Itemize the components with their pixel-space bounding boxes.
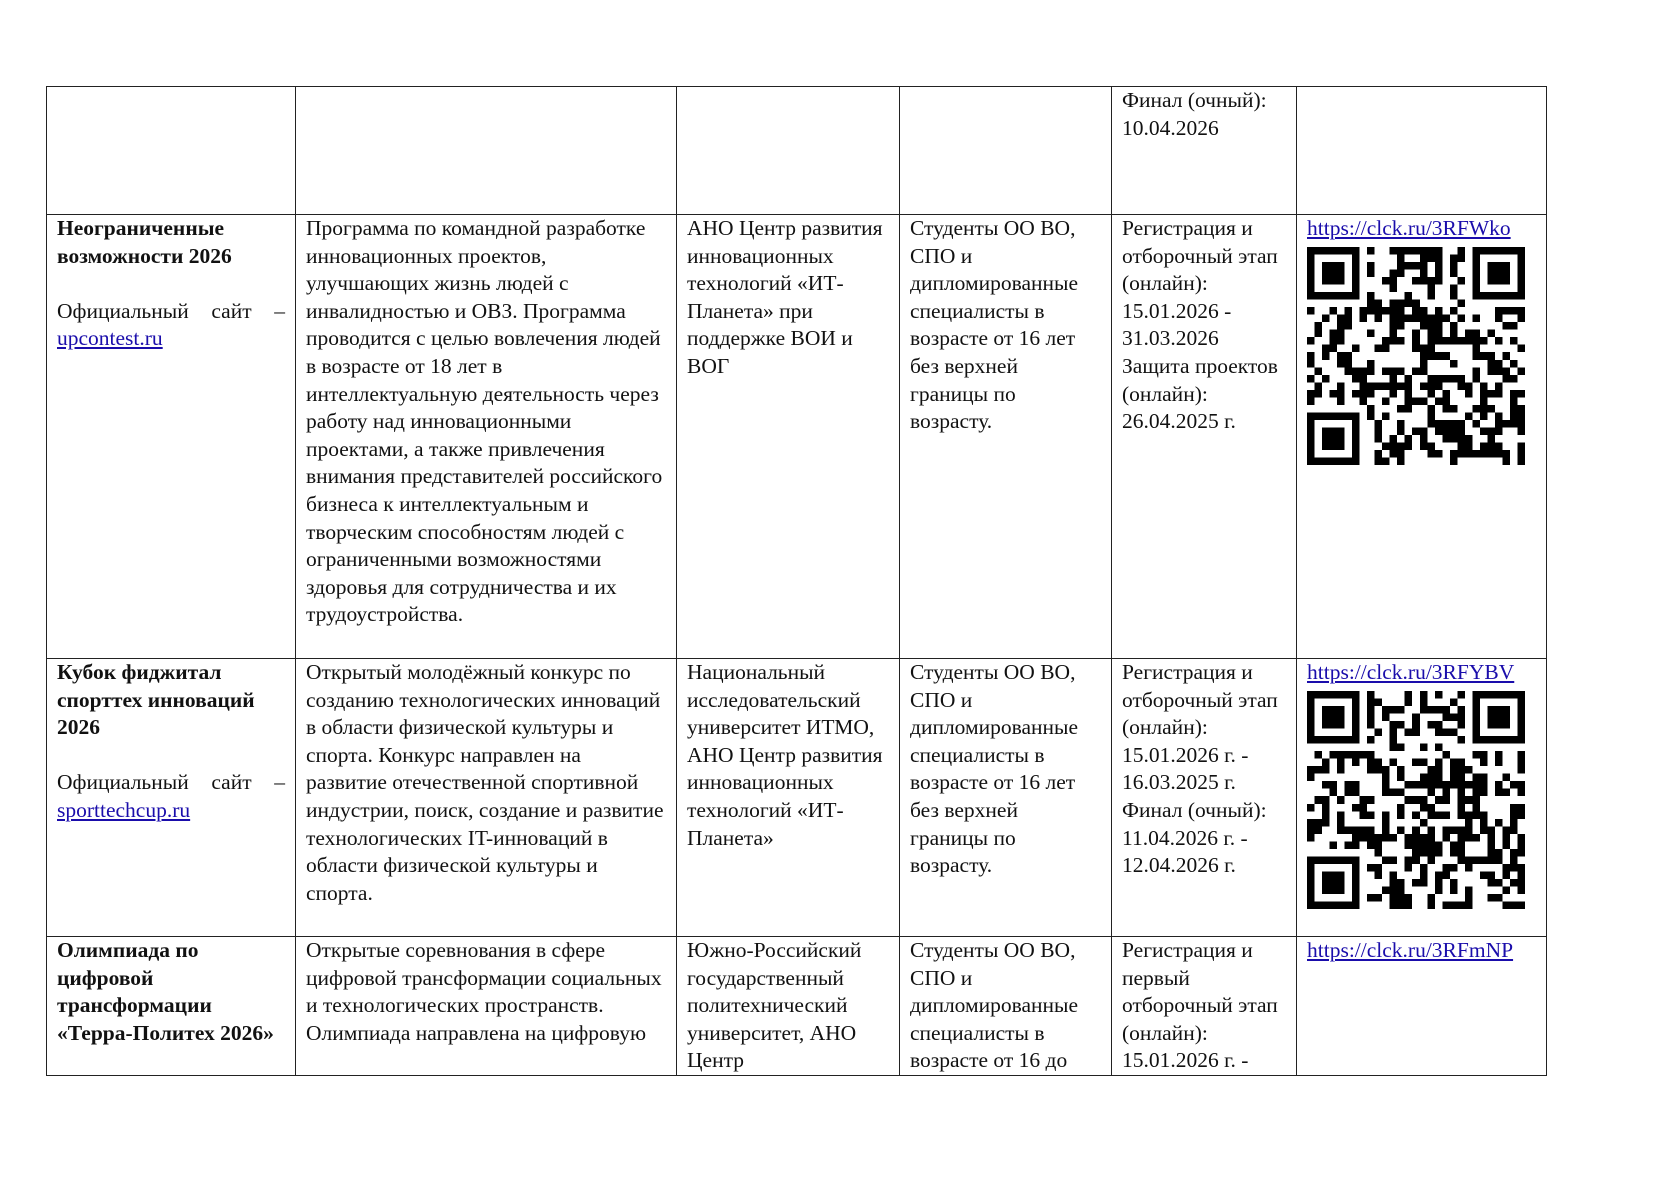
official-site-label: Официальный сайт – [57,770,285,795]
short-link[interactable]: https://clck.ru/3RFYBV [1307,660,1515,684]
link-cell [1297,87,1547,215]
description-cell [296,659,677,937]
participants-text: Студенты ОО ВО, СПО и дипломированные специалисты в возрасте от 16 лет без верхней границы по возрасту. [910,660,1079,878]
description-text: Открытый молодёжный конкурс по созданию технологических инноваций в области физической культуры и спорта. Конкурс направлен на развитие отечественной спортивной индустрии, поиск, создание и развитие технологических IT-инноваций в области физической культуры и спорта. [306,660,664,905]
description-cell [296,87,677,215]
competition-title: Неограниченные возможности 2026 [57,216,232,268]
qr-code-icon[interactable] [1307,247,1525,465]
participants-text: Студенты ОО ВО, СПО и дипломированные специалисты в возрасте от 16 лет без верхней границы по возрасту. [910,216,1079,434]
link-cell [1297,215,1547,659]
dates-text: Регистрация и первый отборочный этап (онлайн): 15.01.2026 г. - [1122,938,1278,1073]
link-cell [1297,659,1547,937]
organizer-cell [677,659,900,937]
qr-code-icon[interactable] [1307,691,1525,909]
organizer-text: Национальный исследовательский университет ИТМО, АНО Центр развития инновационных технологий «ИТ-Планета» [687,660,883,850]
dates-cell [1112,87,1297,215]
organizer-text: АНО Центр развития инновационных технологий «ИТ-Планета» при поддержке ВОИ и ВОГ [687,216,883,378]
description-cell [296,937,677,1076]
title-cell [47,215,296,659]
dates-cell [1112,937,1297,1076]
competitions-table [46,86,1547,1076]
dates-text: Регистрация и отборочный этап (онлайн): 15.01.2026 г. - 16.03.2025 г. Финал (очный): 11.04.2026 г. - 12.04.2026 г. [1122,660,1278,878]
title-cell [47,937,296,1076]
competition-title: Кубок фиджитал спорттех инноваций 2026 [57,660,255,740]
table-row [47,87,1547,215]
short-link[interactable]: https://clck.ru/3RFWko [1307,216,1511,240]
dates-text: Регистрация и отборочный этап (онлайн): 15.01.2026 - 31.03.2026 Защита проектов (онлайн): 26.04.2025 г. [1122,216,1278,434]
dates-cell [1112,659,1297,937]
description-cell [296,215,677,659]
official-site-link[interactable]: sporttechcup.ru [57,797,191,822]
organizer-cell [677,215,900,659]
description-text: Открытые соревнования в сфере цифровой трансформации социальных и технологических пространств. Олимпиада направлена на цифровую [306,938,662,1045]
participants-text: Студенты ОО ВО, СПО и дипломированные специалисты в возрасте от 16 до [910,938,1079,1073]
participants-cell [900,659,1112,937]
short-link[interactable]: https://clck.ru/3RFmNP [1307,938,1514,962]
link-cell [1297,937,1547,1076]
title-cell [47,659,296,937]
participants-cell [900,215,1112,659]
competition-title: Олимпиада по цифровой трансформации «Терра-Политех 2026» [57,938,274,1045]
dates-text: Финал (очный): 10.04.2026 [1122,88,1267,140]
official-site-link[interactable]: upcontest.ru [57,326,163,351]
organizer-cell [677,87,900,215]
organizer-text: Южно-Российский государственный политехнический университет, АНО Центр [687,938,862,1073]
participants-cell [900,937,1112,1076]
dates-cell [1112,215,1297,659]
description-text: Программа по командной разработке инновационных проектов, улучшающих жизнь людей с инвалидностью и ОВЗ. Программа проводится с целью вовлечения людей в возрасте от 18 лет в интеллектуальную деятельность через работу над инновационными проектами, а также привлечения внимания представителей российского бизнеса к интеллектуальным и творческим способностям людей с ограниченными возможностями здоровья для сотрудничества и их трудоустройства. [306,216,663,627]
table-row [47,937,1547,1076]
title-cell [47,87,296,215]
organizer-cell [677,937,900,1076]
table-row [47,215,1547,659]
table-row [47,659,1547,937]
official-site-label: Официальный сайт – [57,298,285,323]
participants-cell [900,87,1112,215]
